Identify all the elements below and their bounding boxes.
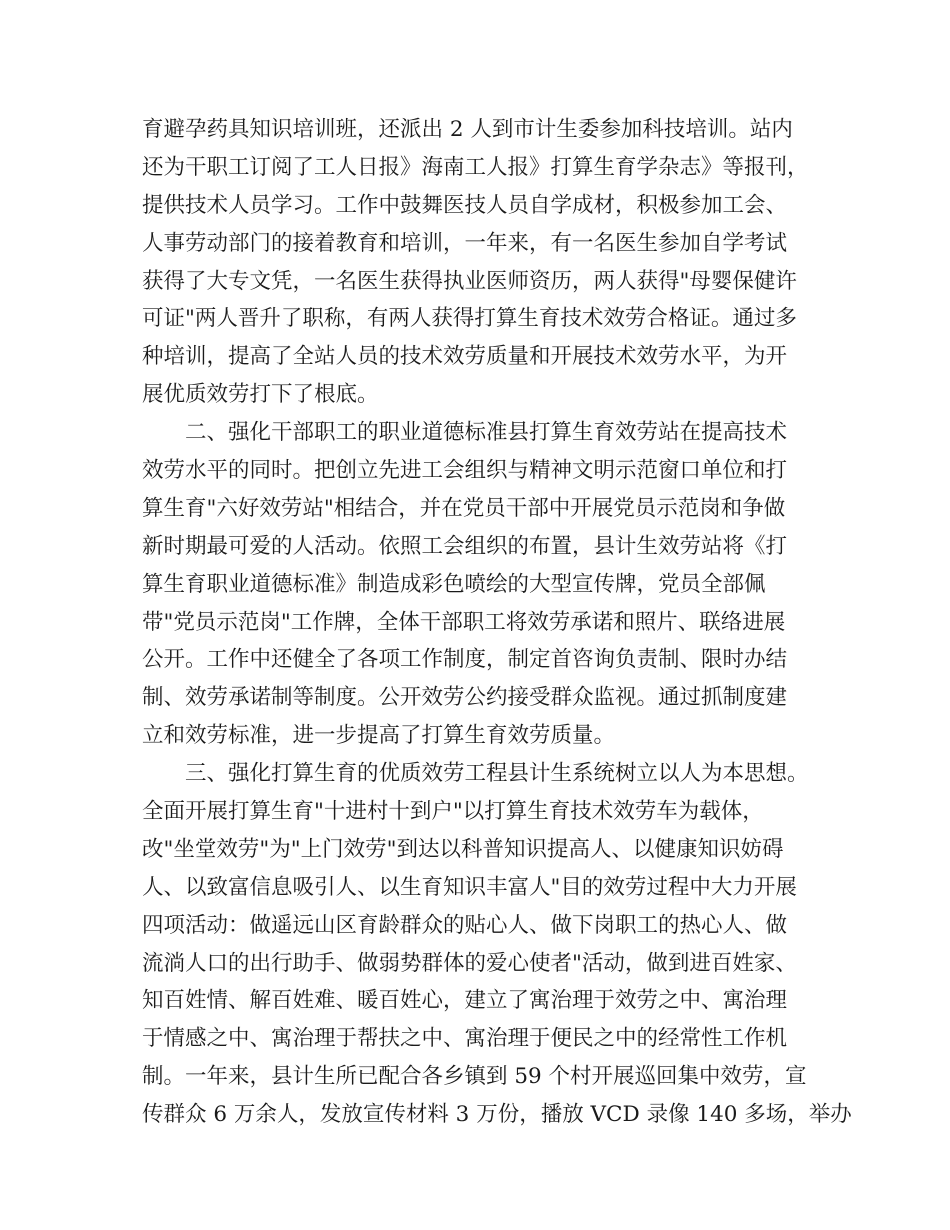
- text-line: 流淌人口的出行助手、做弱势群体的爱心使者"活动，做到进百姓家、: [142, 950, 797, 976]
- text-line: 公开。工作中还健全了各项工作制度，制定首咨询负责制、限时办结: [142, 647, 788, 673]
- text-line: 效劳水平的同时。把创立先进工会组织与精神文明示范窗口单位和打: [142, 458, 788, 484]
- text-line: 展优质效劳打下了根底。: [142, 382, 379, 408]
- text-line: 带"党员示范岗"工作牌，全体干部职工将效劳承诺和照片、联络进展: [142, 609, 786, 635]
- text-line: 于情感之中、寓治理于帮扶之中、寓治理于便民之中的经常性工作机: [142, 1026, 788, 1052]
- text-line: 人事劳动部门的接着教育和培训，一年来，有一名医生参加自学考试: [142, 230, 788, 256]
- text-line: 知百姓情、解百姓难、暖百姓心，建立了寓治理于效劳之中、寓治理: [142, 988, 788, 1014]
- text-line: 种培训，提高了全站人员的技术效劳质量和开展技术效劳水平，为开: [142, 344, 788, 370]
- text-line: 育避孕药具知识培训班，还派出 2 人到市计生委参加科技培训。站内: [142, 117, 793, 142]
- text-line: 还为干职工订阅了工人日报》海南工人报》打算生育学杂志》等报刊，: [142, 154, 809, 180]
- text-line: 可证"两人晋升了职称，有两人获得打算生育技术效劳合格证。通过多: [142, 306, 797, 332]
- text-line: 四项活动：做遥远山区育龄群众的贴心人、做下岗职工的热心人、做: [142, 912, 788, 938]
- text-line: 人、以致富信息吸引人、以生育知识丰富人"目的效劳过程中大力开展: [142, 874, 797, 900]
- text-line: 制。一年来，县计生所已配合各乡镇到 59 个村开展巡回集中效劳，宣: [142, 1064, 807, 1090]
- text-line: 传群众 6 万余人，发放宣传材料 3 万份，播放 VCD 录像 140 多场，举办: [142, 1102, 852, 1128]
- text-line: 立和效劳标准，进一步提高了打算生育效劳质量。: [142, 723, 616, 749]
- body-text: [142, 111, 852, 1134]
- text-line: 二、强化干部职工的职业道德标准县打算生育效劳站在提高技术: [142, 420, 788, 446]
- text-line: 三、强化打算生育的优质效劳工程县计生系统树立以人为本思想。: [142, 761, 809, 787]
- text-line: 全面开展打算生育"十进村十到户"以打算生育技术效劳车为载体，: [142, 799, 764, 825]
- text-line: 提供技术人员学习。工作中鼓舞医技人员自学成材，积极参加工会、: [142, 192, 788, 218]
- text-line: 改"坐堂效劳"为"上门效劳"到达以科普知识提高人、以健康知识妨碍: [142, 836, 784, 862]
- text-line: 算生育职业道德标准》制造成彩色喷绘的大型宣传牌，党员全部佩: [142, 571, 766, 597]
- text-line: 制、效劳承诺制等制度。公开效劳公约接受群众监视。通过抓制度建: [142, 685, 788, 711]
- text-line: 新时期最可爱的人活动。依照工会组织的布置，县计生效劳站将《打: [142, 533, 788, 559]
- text-line: 算生育"六好效劳站"相结合，并在党员干部中开展党员示范岗和争做: [142, 495, 786, 521]
- text-line: 获得了大专文凭，一名医生获得执业医师资历，两人获得"母婴保健许: [142, 268, 797, 294]
